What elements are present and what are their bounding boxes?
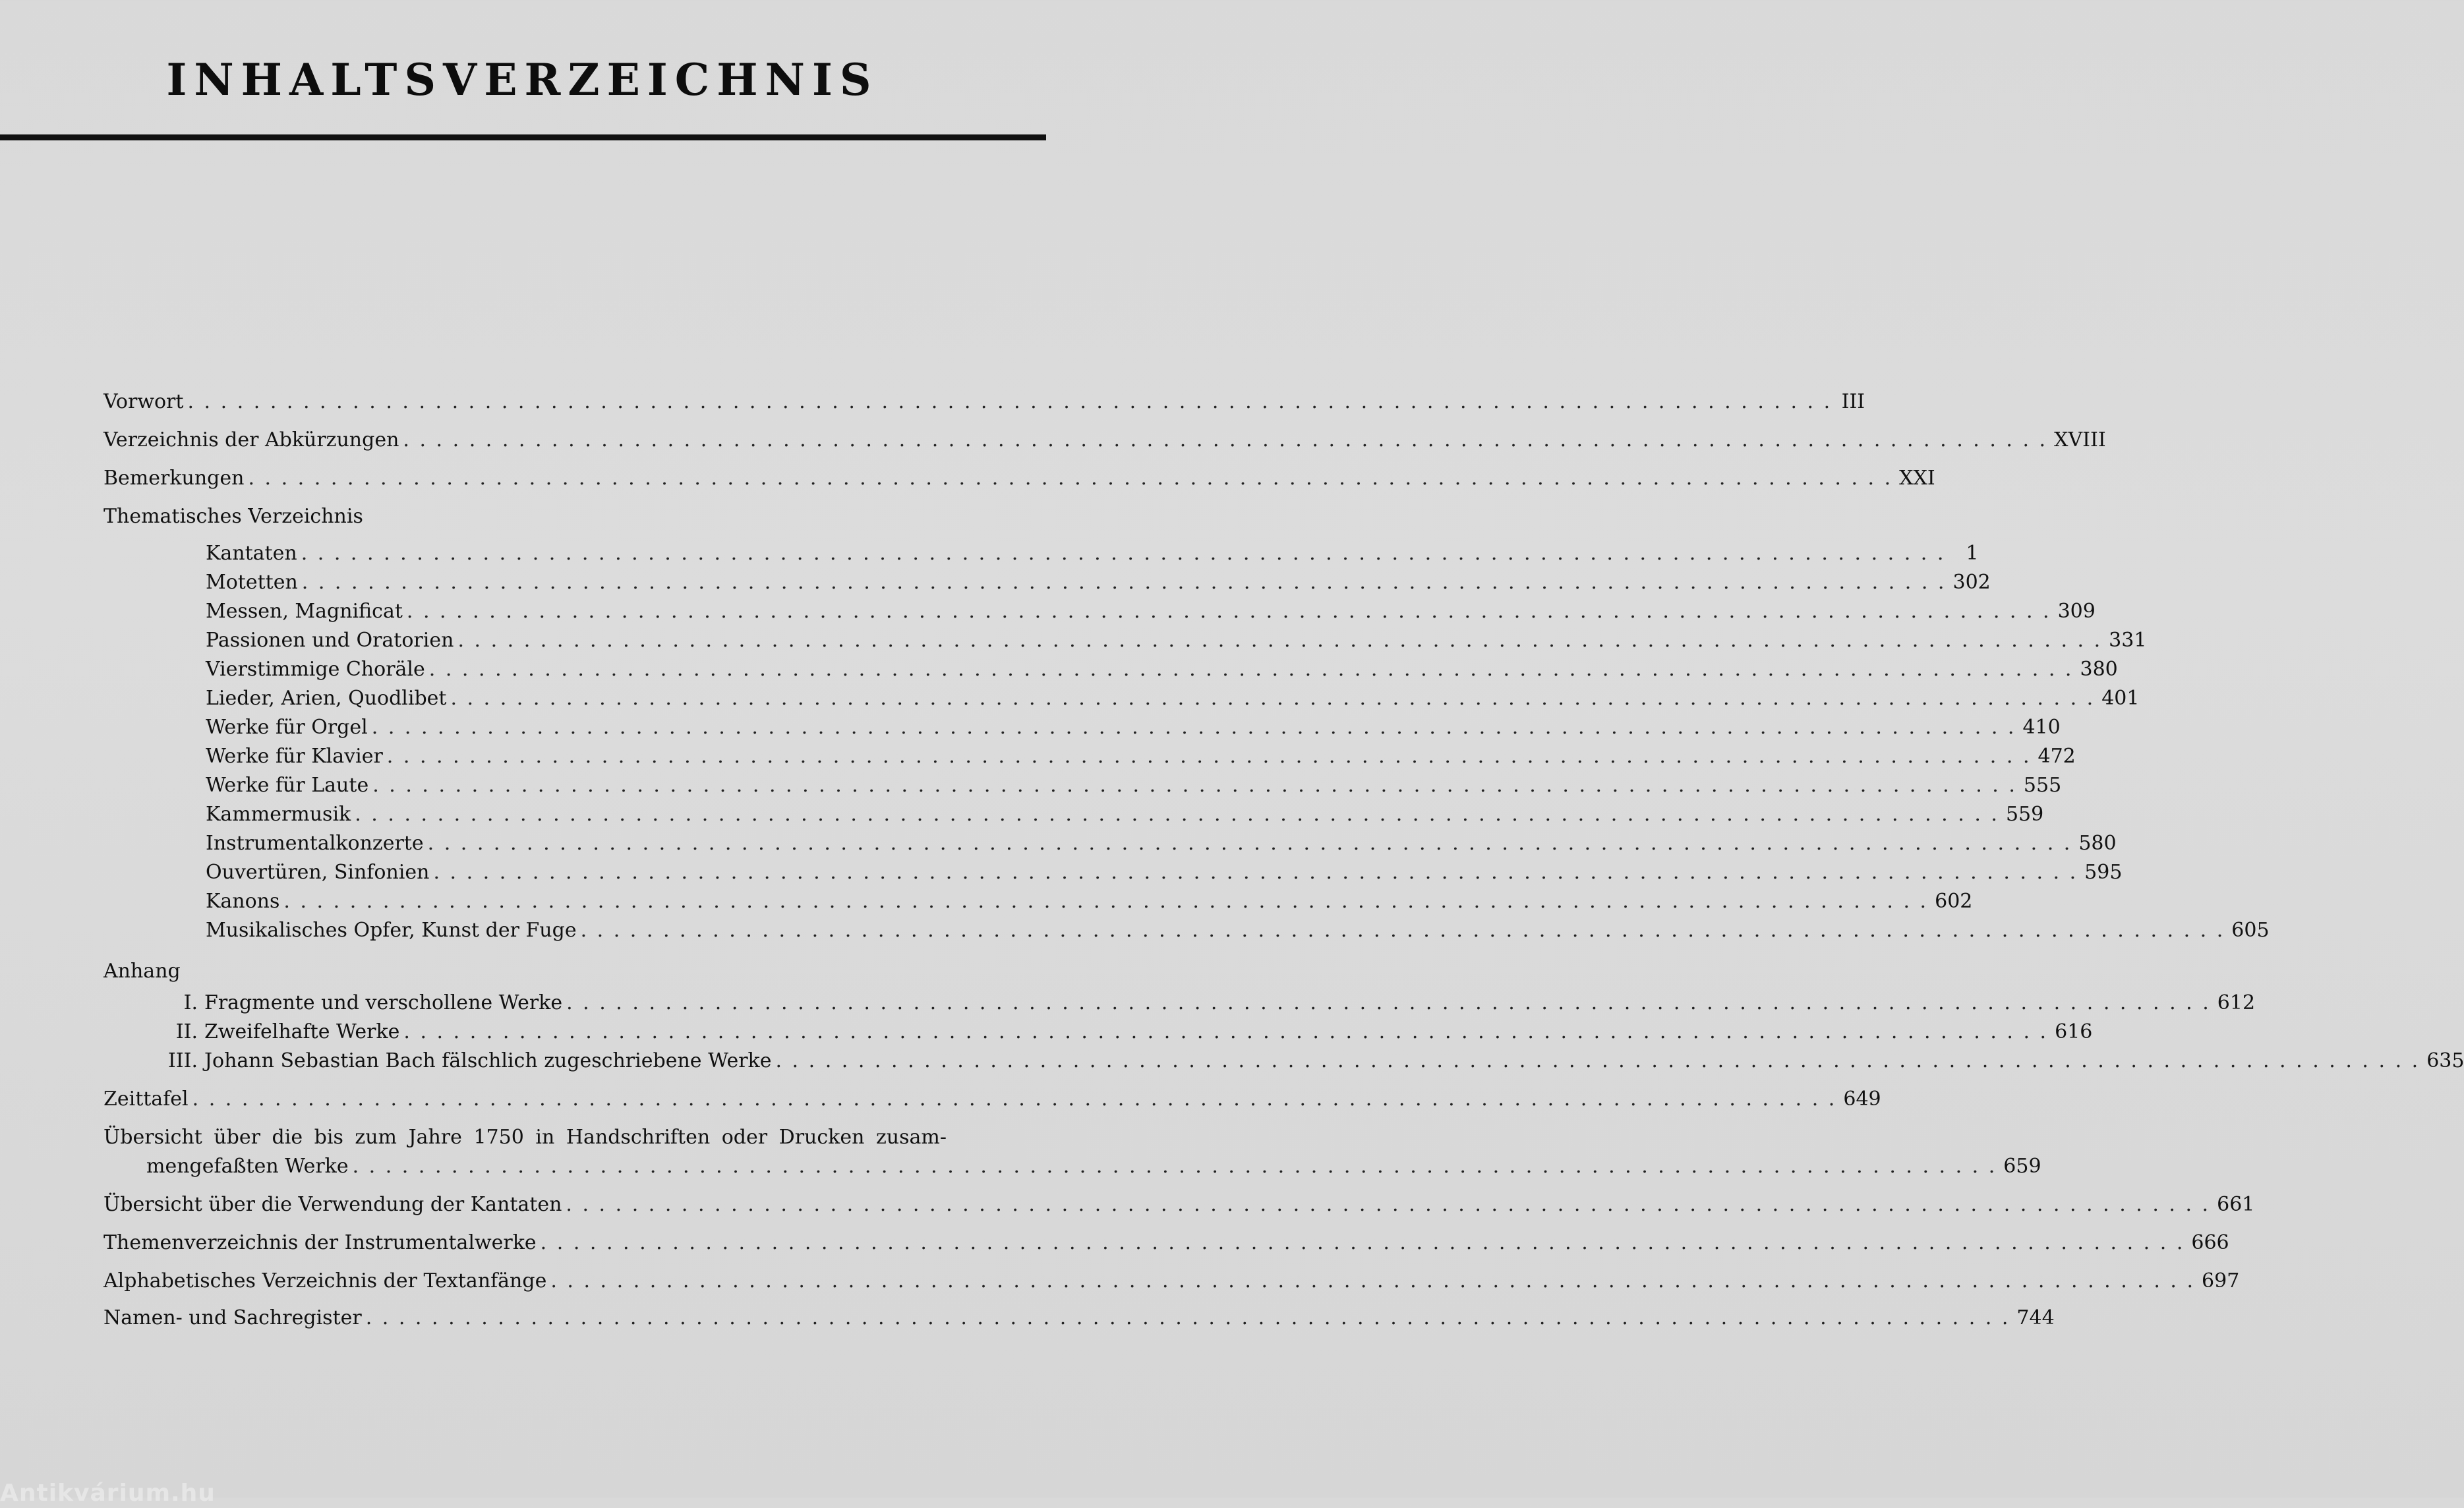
section-heading-thematisch: Thematisches Verzeichnis: [103, 505, 363, 528]
toc-entry-anhang-1: [166, 989, 2256, 1018]
toc-entry-page: 595: [2084, 861, 2123, 884]
toc-entry-anhang-2: [166, 1018, 2093, 1047]
page-title: INHALTSVERZEICHNIS: [166, 54, 879, 105]
toc-entry-label: Instrumentalkonzerte: [206, 832, 424, 855]
toc-entry-page: XXI: [1899, 467, 1935, 490]
leader-dots: . . . . . . . . . . . . . . . . . . . . . . . . . . . . . . . . . . . . . . . . . . . . . . . . . . . . . . . . . . . . . . . . . . . . . . . . . . . . . . . . . . . . . . . . . . . . . . . . . . . .: [283, 890, 1929, 913]
leader-dots: . . . . . . . . . . . . . . . . . . . . . . . . . . . . . . . . . . . . . . . . . . . . . . . . . . . . . . . . . . . . . . . . . . . . . . . . . . . . . . . . . . . . . . . . . . . . . . . . . . . .: [187, 390, 1833, 413]
toc-entry-kanons: [206, 887, 1973, 916]
toc-entry-label: Werke für Laute: [206, 774, 369, 797]
leader-dots: . . . . . . . . . . . . . . . . . . . . . . . . . . . . . . . . . . . . . . . . . . . . . . . . . . . . . . . . . . . . . . . . . . . . . . . . . . . . . . . . . . . . . . . . . . . . . . . . . . . .: [428, 658, 2074, 681]
toc-entry-page: 661: [2217, 1193, 2255, 1216]
toc-entry-label: Kanons: [206, 890, 280, 913]
toc-entry-page: XVIII: [2054, 428, 2106, 451]
toc-entry-uebersicht-line2: [146, 1152, 2041, 1181]
toc-entry-page: 555: [2023, 774, 2062, 797]
toc-entry-label: Ouvertüren, Sinfonien: [206, 861, 430, 884]
leader-dots: . . . . . . . . . . . . . . . . . . . . . . . . . . . . . . . . . . . . . . . . . . . . . . . . . . . . . . . . . . . . . . . . . . . . . . . . . . . . . . . . . . . . . . . . . . . . . . . . . . . .: [566, 991, 2211, 1014]
toc-entry-label: Fragmente und verschollene Werke: [204, 991, 563, 1014]
toc-entry-lieder: [206, 684, 2140, 713]
toc-entry-opfer: [206, 916, 2270, 945]
toc-entry-page: 605: [2231, 919, 2270, 942]
leader-dots: . . . . . . . . . . . . . . . . . . . . . . . . . . . . . . . . . . . . . . . . . . . . . . . . . . . . . . . . . . . . . . . . . . . . . . . . . . . . . . . . . . . . . . . . . . . . . . . . . . . .: [457, 629, 2103, 652]
watermark: Antikvárium.hu: [0, 1480, 216, 1507]
toc-entry-label: Kantaten: [206, 542, 297, 565]
toc-entry-label: Zeittafel: [103, 1088, 189, 1111]
toc-entry-motetten: [206, 568, 1991, 597]
toc-entry-page: 635: [2426, 1049, 2464, 1072]
roman-numeral: II.: [175, 1020, 198, 1043]
toc-entry-label: Werke für Klavier: [206, 745, 383, 768]
leader-dots: . . . . . . . . . . . . . . . . . . . . . . . . . . . . . . . . . . . . . . . . . . . . . . . . . . . . . . . . . . . . . . . . . . . . . . . . . . . . . . . . . . . . . . . . . . . . . . . . . . . .: [566, 1193, 2211, 1216]
leader-dots: . . . . . . . . . . . . . . . . . . . . . . . . . . . . . . . . . . . . . . . . . . . . . . . . . . . . . . . . . . . . . . . . . . . . . . . . . . . . . . . . . . . . . . . . . . . . . . . . . . . .: [450, 687, 2096, 710]
toc-entry-bemerkungen: [103, 464, 1935, 493]
toc-entry-konzerte: [206, 829, 2117, 858]
toc-entry-page: 612: [2217, 991, 2256, 1014]
leader-dots: . . . . . . . . . . . . . . . . . . . . . . . . . . . . . . . . . . . . . . . . . . . . . . . . . . . . . . . . . . . . . . . . . . . . . . . . . . . . . . . . . . . . . . . . . . . . . . . . . . . .: [352, 1155, 1997, 1178]
toc-entry-label: Messen, Magnificat: [206, 600, 403, 623]
toc-entry-label: Passionen und Oratorien: [206, 629, 454, 652]
toc-entry-page: 309: [2057, 600, 2096, 623]
toc-entry-label: Motetten: [206, 571, 298, 594]
toc-entry-page: 380: [2080, 658, 2118, 681]
toc-entry-abkuerzungen: [103, 426, 2106, 455]
toc-entry-zeittafel: [103, 1085, 1881, 1114]
toc-entry-passionen: [206, 626, 2147, 655]
toc-entry-ouvertueren: [206, 858, 2123, 887]
toc-entry-orgel: [206, 713, 2061, 742]
toc-entry-page: 331: [2109, 629, 2147, 652]
leader-dots: . . . . . . . . . . . . . . . . . . . . . . . . . . . . . . . . . . . . . . . . . . . . . . . . . . . . . . . . . . . . . . . . . . . . . . . . . . . . . . . . . . . . . . . . . . . . . . . . . . . .: [372, 774, 2017, 797]
toc-entry-label: Musikalisches Opfer, Kunst der Fuge: [206, 919, 577, 942]
toc-entry-label: Bemerkungen: [103, 467, 245, 490]
toc-entry-anhang-3: [160, 1047, 2464, 1076]
toc-entry-messen: [206, 597, 2096, 626]
toc-entry-klavier: [206, 742, 2076, 771]
toc-entry-laute: [206, 771, 2062, 800]
toc-entry-kantaten-verwendung: [103, 1190, 2255, 1219]
toc-entry-page: 1: [1966, 542, 1979, 565]
leader-dots: . . . . . . . . . . . . . . . . . . . . . . . . . . . . . . . . . . . . . . . . . . . . . . . . . . . . . . . . . . . . . . . . . . . . . . . . . . . . . . . . . . . . . . . . . . . . . . . . . . . .: [540, 1231, 2185, 1254]
leader-dots: . . . . . . . . . . . . . . . . . . . . . . . . . . . . . . . . . . . . . . . . . . . . . . . . . . . . . . . . . . . . . . . . . . . . . . . . . . . . . . . . . . . . . . . . . . . . . . . . . . . .: [580, 919, 2225, 942]
toc-entry-label: Johann Sebastian Bach fälschlich zugeschriebene Werke: [204, 1049, 772, 1072]
toc-entry-textanfaenge: [103, 1267, 2240, 1296]
leader-dots: . . . . . . . . . . . . . . . . . . . . . . . . . . . . . . . . . . . . . . . . . . . . . . . . . . . . . . . . . . . . . . . . . . . . . . . . . . . . . . . . . . . . . . . . . . . . . . . . . . . .: [386, 745, 2032, 768]
toc-entry-page: 616: [2055, 1020, 2093, 1043]
roman-numeral: III.: [167, 1049, 198, 1072]
leader-dots: . . . . . . . . . . . . . . . . . . . . . . . . . . . . . . . . . . . . . . . . . . . . . . . . . . . . . . . . . . . . . . . . . . . . . . . . . . . . . . . . . . . . . . . . . . . . . . . . . . . .: [550, 1269, 2196, 1292]
toc-entry-chorale: [206, 655, 2118, 684]
leader-dots: . . . . . . . . . . . . . . . . . . . . . . . . . . . . . . . . . . . . . . . . . . . . . . . . . . . . . . . . . . . . . . . . . . . . . . . . . . . . . . . . . . . . . . . . . . . . . . . . . . . .: [248, 467, 1893, 490]
toc-entry-page: 410: [2022, 716, 2061, 739]
leader-dots: . . . . . . . . . . . . . . . . . . . . . . . . . . . . . . . . . . . . . . . . . . . . . . . . . . . . . . . . . . . . . . . . . . . . . . . . . . . . . . . . . . . . . . . . . . . . . . . . . . . .: [427, 832, 2072, 855]
toc-entry-label: Zweifelhafte Werke: [204, 1020, 400, 1043]
toc-entry-page: 302: [1952, 571, 1991, 594]
leader-dots: . . . . . . . . . . . . . . . . . . . . . . . . . . . . . . . . . . . . . . . . . . . . . . . . . . . . . . . . . . . . . . . . . . . . . . . . . . . . . . . . . . . . . . . . . . . . . . . . . . . .: [775, 1049, 2420, 1072]
toc-entry-label: Alphabetisches Verzeichnis der Textanfänge: [103, 1269, 547, 1292]
section-heading-anhang: Anhang: [103, 960, 181, 983]
toc-entry-label: Verzeichnis der Abkürzungen: [103, 428, 399, 451]
toc-entry-page: 666: [2191, 1231, 2229, 1254]
toc-entry-label: Werke für Orgel: [206, 716, 368, 739]
toc-entry-label: Kammermusik: [206, 803, 351, 826]
toc-entry-vorwort: [103, 388, 1865, 417]
toc-entry-register: [103, 1304, 2055, 1333]
toc-entry-kammermusik: [206, 800, 2044, 829]
leader-dots: . . . . . . . . . . . . . . . . . . . . . . . . . . . . . . . . . . . . . . . . . . . . . . . . . . . . . . . . . . . . . . . . . . . . . . . . . . . . . . . . . . . . . . . . . . . . . . . . . . . .: [355, 803, 1999, 826]
leader-dots: . . . . . . . . . . . . . . . . . . . . . . . . . . . . . . . . . . . . . . . . . . . . . . . . . . . . . . . . . . . . . . . . . . . . . . . . . . . . . . . . . . . . . . . . . . . . . . . . . . . .: [192, 1088, 1837, 1111]
roman-numeral: I.: [183, 991, 198, 1014]
toc-entry-page: 602: [1935, 890, 1973, 913]
leader-dots: . . . . . . . . . . . . . . . . . . . . . . . . . . . . . . . . . . . . . . . . . . . . . . . . . . . . . . . . . . . . . . . . . . . . . . . . . . . . . . . . . . . . . . . . . . . . . . . . . . . .: [301, 542, 1946, 565]
toc-entry-page: 472: [2038, 745, 2076, 768]
toc-entry-label: Vierstimmige Choräle: [206, 658, 425, 681]
toc-entry-page: 697: [2202, 1269, 2240, 1292]
leader-dots: . . . . . . . . . . . . . . . . . . . . . . . . . . . . . . . . . . . . . . . . . . . . . . . . . . . . . . . . . . . . . . . . . . . . . . . . . . . . . . . . . . . . . . . . . . . . . . . . . . . .: [403, 428, 2048, 451]
leader-dots: . . . . . . . . . . . . . . . . . . . . . . . . . . . . . . . . . . . . . . . . . . . . . . . . . . . . . . . . . . . . . . . . . . . . . . . . . . . . . . . . . . . . . . . . . . . . . . . . . . . .: [371, 716, 2016, 739]
toc-entry-label: Namen- und Sachregister: [103, 1306, 362, 1329]
leader-dots: . . . . . . . . . . . . . . . . . . . . . . . . . . . . . . . . . . . . . . . . . . . . . . . . . . . . . . . . . . . . . . . . . . . . . . . . . . . . . . . . . . . . . . . . . . . . . . . . . . . .: [365, 1306, 2010, 1329]
toc-entry-uebersicht-line1: Übersicht über die bis zum Jahre 1750 in Handschriften oder Drucken zusam-: [103, 1126, 947, 1149]
toc-entry-page: 401: [2101, 687, 2140, 710]
toc-entry-label: Übersicht über die Verwendung der Kantaten: [103, 1193, 562, 1216]
toc-entry-page: 649: [1843, 1088, 1881, 1111]
toc-entry-themenverzeichnis: [103, 1229, 2229, 1258]
toc-entry-label: mengefaßten Werke: [146, 1155, 349, 1178]
toc-entry-label: Themenverzeichnis der Instrumentalwerke: [103, 1231, 537, 1254]
toc-entry-kantaten: [206, 539, 1979, 568]
toc-entry-page: 659: [2003, 1155, 2041, 1178]
leader-dots: . . . . . . . . . . . . . . . . . . . . . . . . . . . . . . . . . . . . . . . . . . . . . . . . . . . . . . . . . . . . . . . . . . . . . . . . . . . . . . . . . . . . . . . . . . . . . . . . . . . .: [433, 861, 2078, 884]
toc-entry-page: 580: [2078, 832, 2117, 855]
leader-dots: . . . . . . . . . . . . . . . . . . . . . . . . . . . . . . . . . . . . . . . . . . . . . . . . . . . . . . . . . . . . . . . . . . . . . . . . . . . . . . . . . . . . . . . . . . . . . . . . . . . .: [406, 600, 2051, 623]
toc-entry-page: III: [1841, 390, 1865, 413]
leader-dots: . . . . . . . . . . . . . . . . . . . . . . . . . . . . . . . . . . . . . . . . . . . . . . . . . . . . . . . . . . . . . . . . . . . . . . . . . . . . . . . . . . . . . . . . . . . . . . . . . . . .: [301, 571, 1947, 594]
toc-entry-label: Vorwort: [103, 390, 184, 413]
toc-entry-page: 744: [2016, 1306, 2055, 1329]
toc-entry-page: 559: [2005, 803, 2044, 826]
leader-dots: . . . . . . . . . . . . . . . . . . . . . . . . . . . . . . . . . . . . . . . . . . . . . . . . . . . . . . . . . . . . . . . . . . . . . . . . . . . . . . . . . . . . . . . . . . . . . . . . . . . .: [403, 1020, 2049, 1043]
toc-entry-label: Lieder, Arien, Quodlibet: [206, 687, 447, 710]
